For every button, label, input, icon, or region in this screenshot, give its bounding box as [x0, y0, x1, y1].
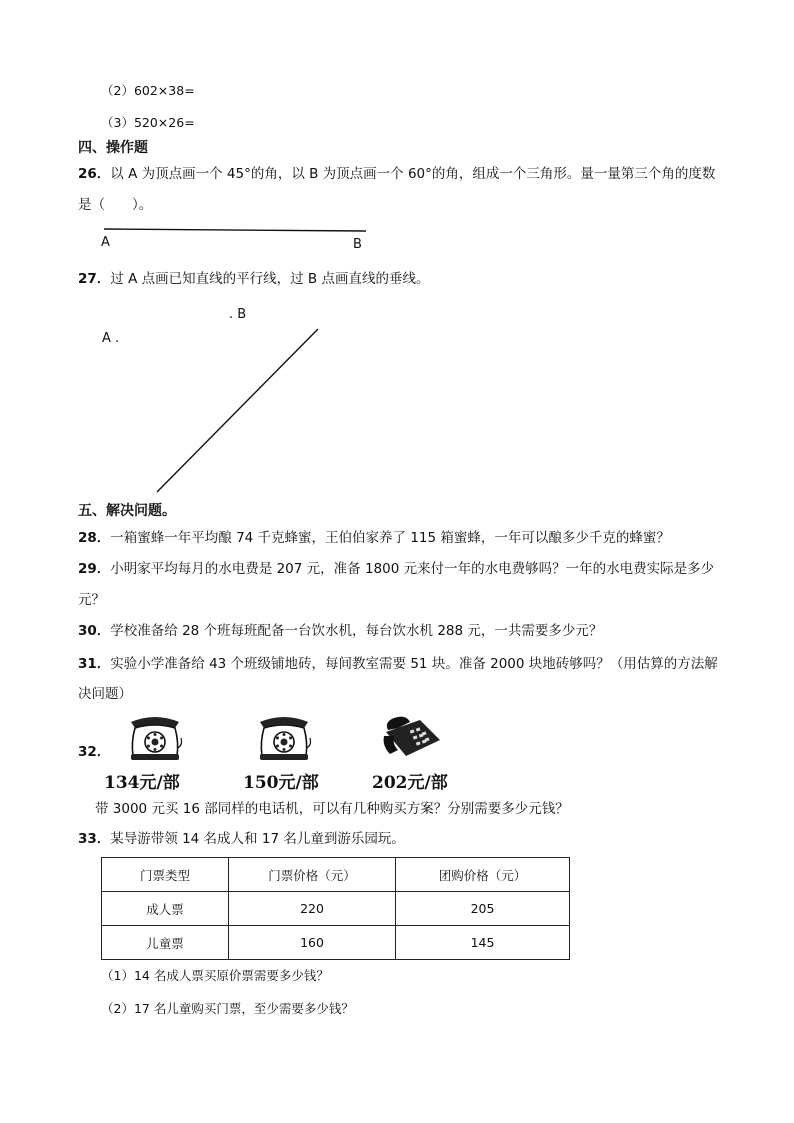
q33-sub-2: （2）17 名儿童购买门票，至少需要多少钱？: [101, 1001, 354, 1016]
q27-diagonal-line: [157, 329, 318, 492]
table-header-cell: 门票类型: [102, 858, 229, 892]
rotary-phone-icon: [254, 712, 314, 764]
q31-number: 31．: [78, 656, 111, 672]
q29-text-2: 元？: [78, 592, 105, 608]
q29-number: 29．: [78, 561, 111, 577]
table-row: [102, 892, 570, 926]
q30-number: 30．: [78, 623, 111, 639]
q32-price-2: 150元/部: [243, 773, 319, 793]
table-cell: 儿童票: [102, 926, 229, 960]
q29-line-1: [78, 560, 714, 578]
q26-number: 26．: [78, 166, 111, 182]
q30-text: 学校准备给 28 个班每班配备一台饮水机，每台饮水机 288 元，一共需要多少元？: [110, 623, 603, 639]
q25-item-2: （2）602×38=: [101, 83, 195, 98]
section-5-title: 五、解决问题。: [78, 503, 176, 519]
q27-number: 27．: [78, 271, 111, 287]
q26-label-a: A: [101, 235, 110, 250]
q31-text-2: 决问题）: [78, 686, 132, 702]
q32-text: 带 3000 元买 16 部同样的电话机，可以有几种购买方案？分别需要多少元钱？: [95, 801, 569, 817]
table-cell: 160: [229, 926, 396, 960]
q27-point-a: A .: [102, 331, 120, 346]
q33-sub-1: （1）14 名成人票买原价票需要多少钱？: [101, 968, 329, 983]
q26-line-1: [78, 165, 715, 183]
q31-line-1: [78, 655, 718, 673]
q33-line: [78, 830, 405, 848]
section-4-title: 四、操作题: [78, 140, 148, 156]
q31-text-1: 实验小学准备给 43 个班级铺地砖，每间教室需要 51 块。准备 2000 块地砖够吗？（用估算的方法解: [110, 656, 718, 672]
desk-phone-icon: [380, 712, 444, 764]
q33-number: 33．: [78, 831, 111, 847]
q30-line: [78, 622, 602, 640]
table-header-cell: 门票价格（元）: [229, 858, 396, 892]
q33-text: 某导游带领 14 名成人和 17 名儿童到游乐园玩。: [110, 831, 405, 847]
rotary-phone-icon: [125, 712, 185, 764]
q26-label-b: B: [353, 237, 362, 252]
table-cell: 205: [396, 892, 570, 926]
table-cell: 220: [229, 892, 396, 926]
table-header-row: [102, 858, 570, 892]
table-cell: 145: [396, 926, 570, 960]
q25-item-3: （3）520×26=: [101, 115, 195, 130]
q26-line-ab: [104, 229, 366, 231]
table-cell: 成人票: [102, 892, 229, 926]
table-header-cell: 团购价格（元）: [396, 858, 570, 892]
q32-price-1: 134元/部: [104, 773, 180, 793]
q26-text-1: 以 A 为顶点画一个 45°的角，以 B 为顶点画一个 60°的角，组成一个三角形。量一量第三个角的度数: [110, 166, 716, 182]
table-row: [102, 926, 570, 960]
q28-text: 一箱蜜蜂一年平均酿 74 千克蜂蜜，王伯伯家养了 115 箱蜜蜂，一年可以酿多少千克的蜂蜜？: [110, 530, 670, 546]
q27-point-b: . B: [229, 307, 247, 322]
q28-number: 28．: [78, 530, 111, 546]
q32-number: 32．: [78, 744, 111, 760]
q32-price-3: 202元/部: [372, 773, 448, 793]
ticket-price-table: [101, 857, 570, 960]
q29-text-1: 小明家平均每月的水电费是 207 元，准备 1800 元来付一年的水电费够吗？一年的水电费实际是多少: [110, 561, 715, 577]
q27-line: [78, 270, 429, 288]
q26-text-2: 是（ ）。: [78, 197, 153, 213]
q28-line: [78, 529, 670, 547]
q27-text: 过 A 点画已知直线的平行线，过 B 点画直线的垂线。: [110, 271, 430, 287]
